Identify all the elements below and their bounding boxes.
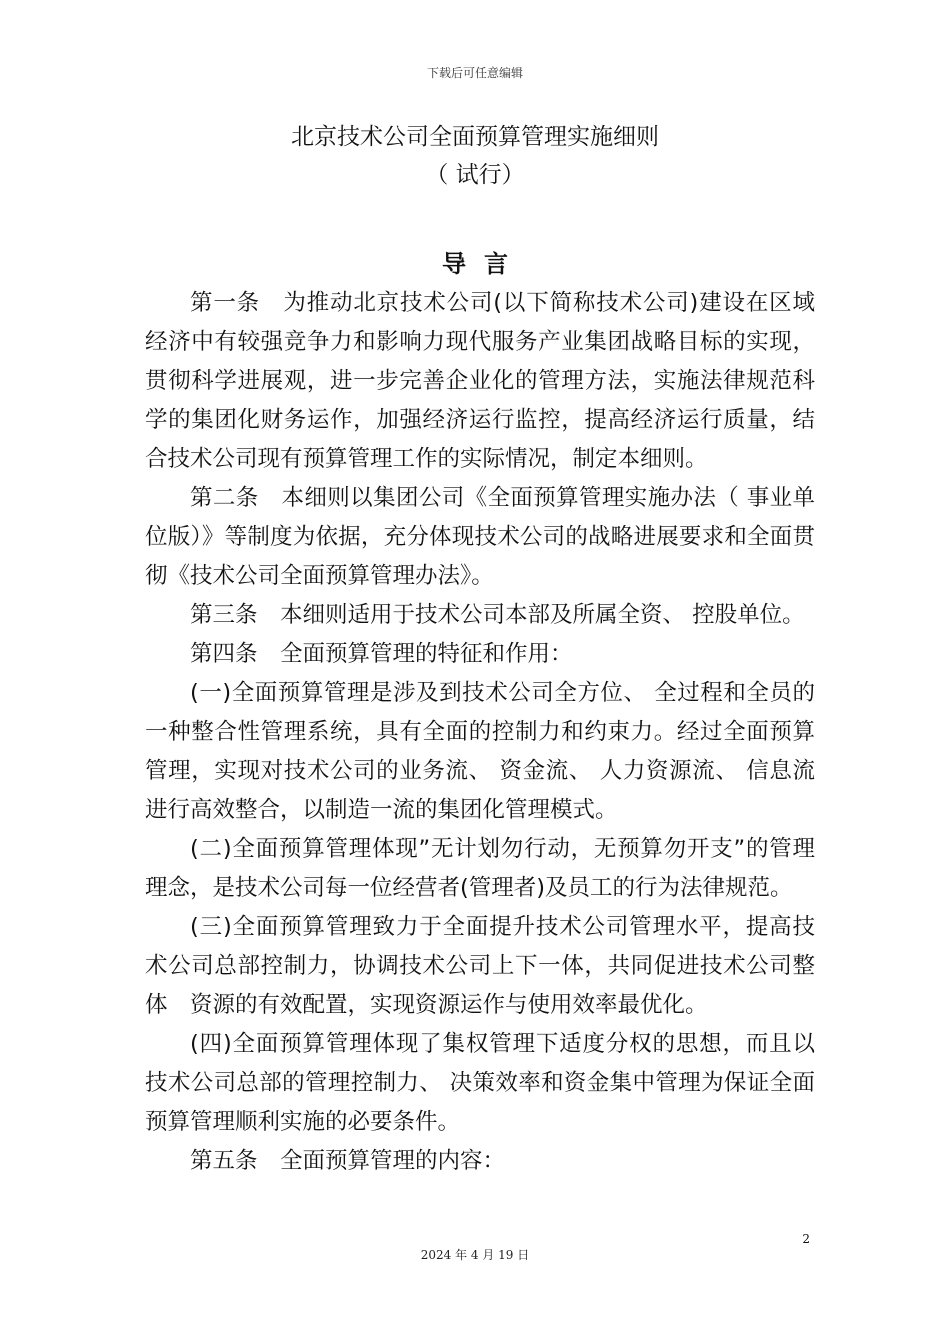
article-5-paragraph: 第五条 全面预算管理的内容： [190,1148,506,1174]
section-heading: 导言 [442,250,526,278]
article-4-item-2: (二)全面预算管理体现”无计划勿行动，无预算勿开支”的管理理念，是技术公司每一位经营者(管理者)及员工的行为法律规范。 [145,836,815,901]
article-4-item-1: (一)全面预算管理是涉及到技术公司全方位、 全过程和全员的一种整合性管理系统，具有全面的控制力和约束力。经过全面预算管理，实现对技术公司的业务流、 资金流、 人力资源流、 信息流进行高效整合，以制造一流的集团化管理模式。 [145,680,815,823]
document-subtitle: （ 试行） [425,162,525,188]
page-number: 2 [802,1232,810,1246]
article-2-paragraph: 第二条 本细则以集团公司《全面预算管理实施办法（ 事业单位版）》等制度为依据，充分体现技术公司的战略进展要求和全面贯彻《技术公司全面预算管理办法》。 [145,485,815,589]
article-4-item-3: (三)全面预算管理致力于全面提升技术公司管理水平，提高技术公司总部控制力，协调技术公司上下一体，共同促进技术公司整体 资源的有效配置，实现资源运作与使用效率最优化。 [145,914,815,1018]
page-header: 下载后可任意编辑 [426,66,523,80]
article-4-paragraph: 第四条 全面预算管理的特征和作用： [190,641,573,667]
document-body [145,284,838,1181]
article-3-paragraph: 第三条 本细则适用于技术公司本部及所属全资、 控股单位。 [190,602,805,628]
article-4-item-4: (四)全面预算管理体现了集权管理下适度分权的思想，而且以 技术公司总部的管理控制力、 决策效率和资金集中管理为保证全面预算管理顺利实施的必要条件。 [145,1031,838,1135]
document-title: 北京技术公司全面预算管理实施细则 [291,124,659,150]
page-footer-date: 2024 年 4 月 19 日 [420,1248,530,1262]
article-1-paragraph: 第一条 为推动北京技术公司(以下简称技术公司)建设在区域经济中有较强竞争力和影响力现代服务产业集团战略目标的实现，贯彻科学进展观，进一步完善企业化的管理方法，实施法律规范科学的集团化财务运作，加强经济运行监控，提高经济运行质量，结合技术公司现有预算管理工作的实际情况，制定本细则。 [145,290,815,472]
